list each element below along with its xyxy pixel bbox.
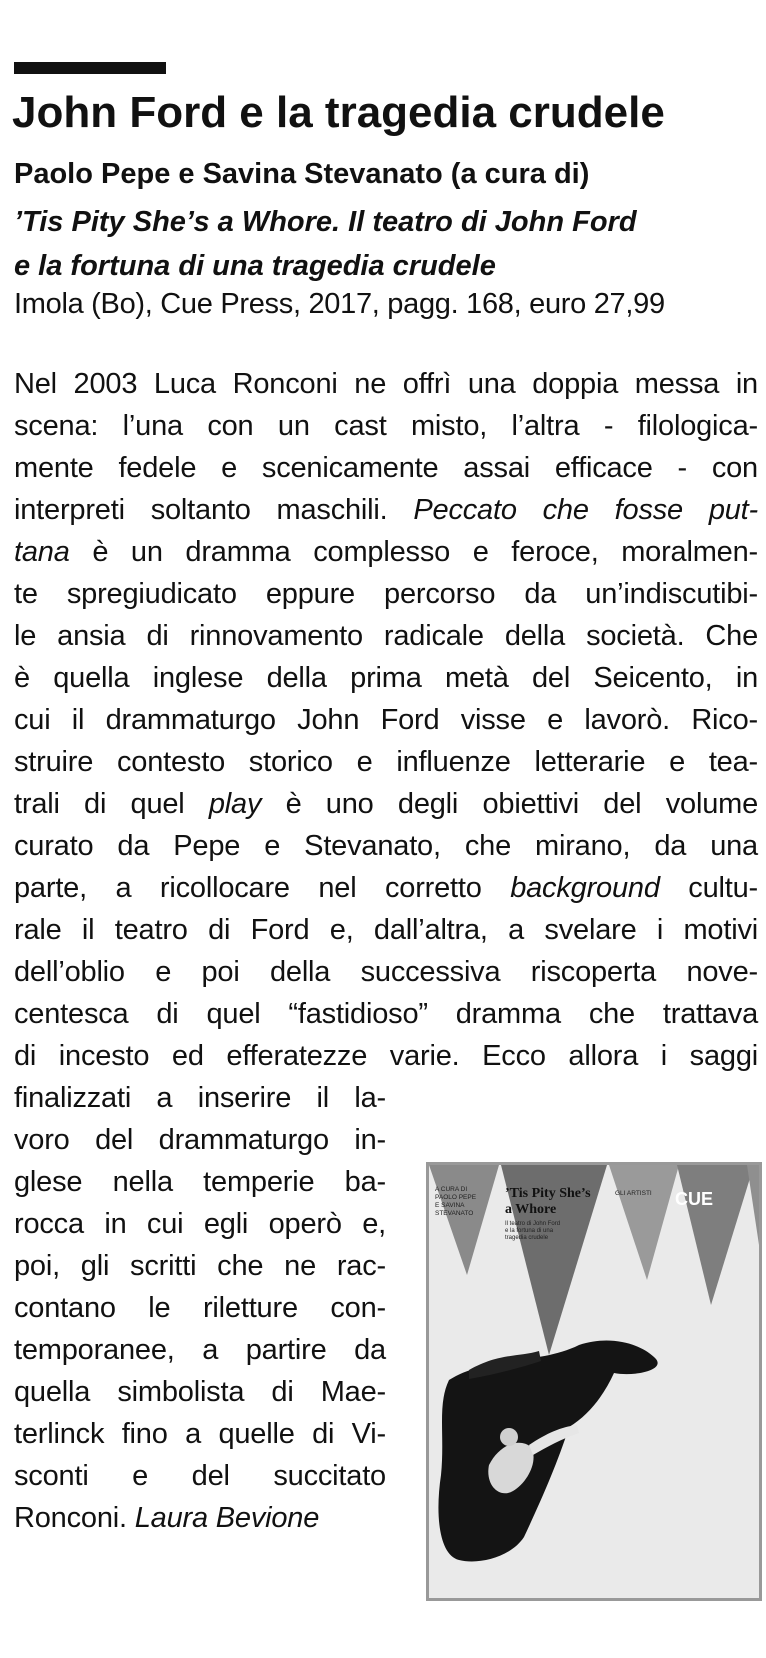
book-title (14, 200, 637, 288)
svg-text:Il teatro di John Ford: Il teatro di John Ford (505, 1221, 561, 1227)
play-title-italic: Peccato che fosse put- (413, 494, 758, 526)
body-line: mente fedele e scenicamente assai efficace - con (14, 452, 758, 484)
svg-text:STEVANATO: STEVANATO (435, 1210, 474, 1217)
body-line: sconti e del succitato (14, 1460, 386, 1492)
body-line: trali di quel play è uno degli obiettivi del volume (14, 788, 759, 820)
body-line: te spregiudicato eppure percorso da un’indiscutibi- (14, 578, 758, 610)
svg-text:A CURA DI: A CURA DI (435, 1186, 468, 1193)
body-line: Nel 2003 Luca Ronconi ne offrì una doppia messa in (14, 368, 758, 400)
body-line: terlinck fino a quelle di Vi- (14, 1418, 386, 1450)
body-line: struire contesto storico e influenze letterarie e tea- (14, 746, 758, 778)
book-title-line-1: ’Tis Pity She’s a Whore. Il teatro di John Ford (14, 206, 637, 238)
body-line: temporanee, a partire da (14, 1334, 386, 1366)
body-line: tana è un dramma complesso e feroce, moralmen- (14, 536, 758, 568)
play-title-italic: tana (14, 536, 70, 568)
header-rule (14, 62, 166, 74)
body-line: rale il teatro di Ford e, dall’altra, a svelare i motivi (14, 914, 758, 946)
body-line: dell’oblio e poi della successiva riscoperta nove- (14, 956, 758, 988)
cover-title-line-1: ’Tis Pity She’s (505, 1186, 591, 1201)
svg-text:PAOLO PEPE: PAOLO PEPE (435, 1194, 477, 1201)
body-line: contano le riletture con- (14, 1292, 386, 1324)
body-line: quella simbolista di Mae- (14, 1376, 386, 1408)
body-line: interpreti soltanto maschili. Peccato che fosse put- (14, 494, 758, 526)
cover-illustration (429, 1165, 759, 1598)
cover-logo: CUE (675, 1189, 714, 1209)
body-line: parte, a ricollocare nel corretto background cultu- (14, 872, 758, 904)
publication-info: Imola (Bo), Cue Press, 2017, pagg. 168, euro 27,99 (14, 288, 665, 320)
book-authors: Paolo Pepe e Savina Stevanato (a cura di) (14, 158, 590, 190)
body-line: curato da Pepe e Stevanato, che mirano, da una (14, 830, 758, 862)
body-line: scena: l’una con un cast misto, l’altra - filologica- (14, 410, 758, 442)
reviewer-name: Laura Bevione (134, 1502, 320, 1534)
svg-text:e la fortuna di una: e la fortuna di una (505, 1228, 554, 1234)
article-headline: John Ford e la tragedia crudele (12, 88, 665, 137)
body-line: finalizzati a inserire il la- (14, 1082, 386, 1114)
body-line: voro del drammaturgo in- (14, 1124, 386, 1156)
svg-text:tragedia crudele: tragedia crudele (505, 1235, 549, 1241)
body-line: glese nella temperie ba- (14, 1166, 386, 1198)
book-cover-image (426, 1162, 762, 1601)
body-line: rocca in cui egli operò e, (14, 1208, 386, 1240)
body-line: poi, gli scritti che ne rac- (14, 1250, 386, 1282)
body-line: di incesto ed efferatezze varie. Ecco allora i saggi (14, 1040, 758, 1072)
body-line: le ansia di rinnovamento radicale della società. Che (14, 620, 758, 652)
body-line: Ronconi. Laura Bevione (14, 1502, 320, 1534)
body-line: centesca di quel “fastidioso” dramma che trattava (14, 998, 758, 1030)
book-title-line-2: e la fortuna di una tragedia crudele (14, 250, 496, 282)
cover-title-line-2: a Whore (505, 1202, 557, 1217)
cover-series: GLI ARTISTI (615, 1190, 652, 1197)
svg-text:E SAVINA: E SAVINA (435, 1202, 465, 1209)
body-line: è quella inglese della prima metà del Seicento, in (14, 662, 758, 694)
body-line: cui il drammaturgo John Ford visse e lavorò. Rico- (14, 704, 758, 736)
